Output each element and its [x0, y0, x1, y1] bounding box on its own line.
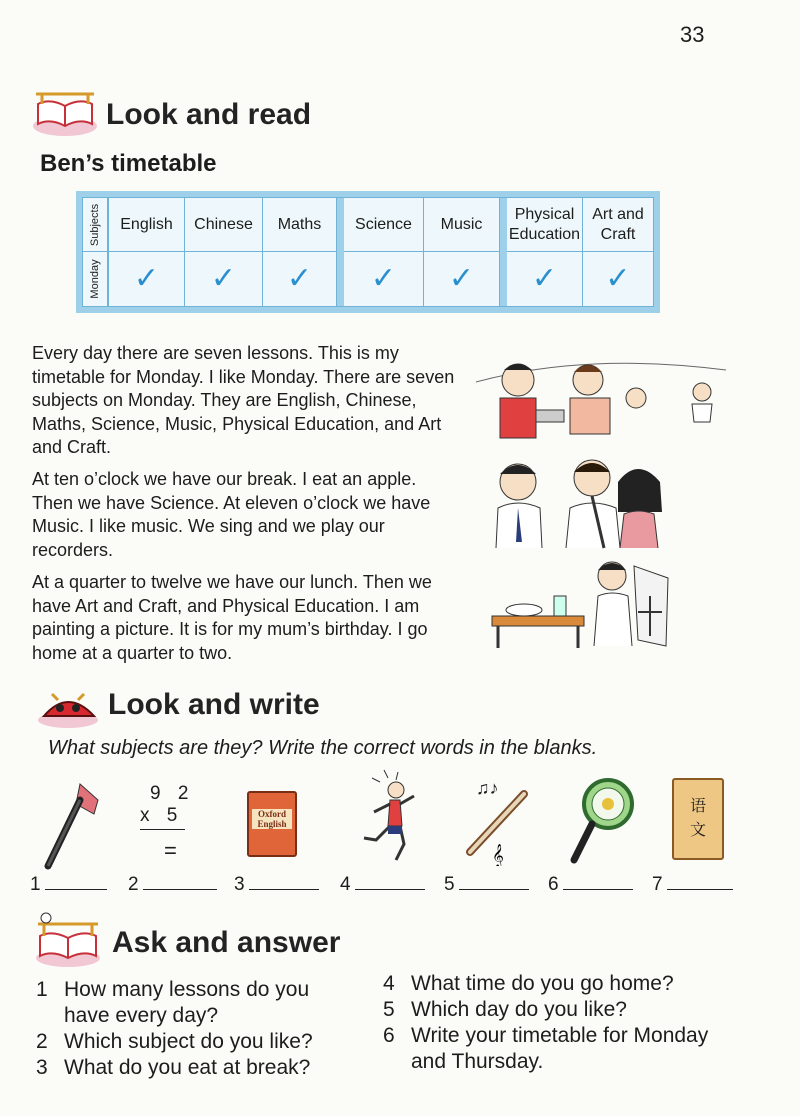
- paintbrush-icon: [36, 774, 116, 874]
- timetable-col-english: [109, 198, 185, 306]
- paragraph-2: At ten o’clock we have our break. I eat an apple. Then we have Science. At eleven o’clock we have Music. I like music. We sing and we play our recorders.: [32, 469, 431, 560]
- section-title-look-and-write: Look and write: [108, 688, 320, 721]
- blank-7[interactable]: 7: [652, 873, 733, 896]
- magnifying-glass-icon: [568, 770, 640, 866]
- row-label-subjects: Subjects: [89, 203, 101, 247]
- question-2: 2 Which subject do you like?: [36, 1030, 313, 1053]
- math-equals: =: [164, 838, 177, 863]
- open-book-icon: [30, 88, 100, 138]
- chinese-book-title: 语 文: [689, 796, 706, 839]
- row-label-monday: Monday: [89, 259, 101, 299]
- music-notes-icon: ♫♪: [476, 778, 499, 798]
- question-3: 3 What do you eat at break?: [36, 1056, 311, 1079]
- english-book-title: Oxford English: [252, 809, 292, 829]
- children-reading-illustration: [466, 352, 736, 452]
- subject-science: Science: [355, 215, 412, 233]
- blank-6[interactable]: 6: [548, 873, 633, 896]
- page-number: 33: [680, 22, 705, 47]
- svg-text:𝄞: 𝄞: [492, 843, 504, 866]
- blank-1[interactable]: 1: [30, 873, 107, 896]
- timetable-col-art-and-craft: [583, 198, 653, 306]
- check-icon: ✓: [531, 262, 558, 295]
- running-boy-icon: [356, 768, 426, 864]
- question-1: 1 How many lessons do you have every day?: [36, 978, 310, 1027]
- question-5: 5 Which day do you like?: [383, 998, 627, 1021]
- recorder-icon: [462, 790, 532, 866]
- children-recorders-illustration: [488, 452, 688, 552]
- check-icon: ✓: [210, 262, 237, 295]
- blank-3[interactable]: 3: [234, 873, 319, 896]
- blank-2[interactable]: 2: [128, 873, 217, 896]
- child-painting-illustration: [488, 556, 678, 652]
- question-4: 4 What time do you go home?: [383, 972, 674, 995]
- timetable-col-music: [424, 198, 500, 306]
- blank-5[interactable]: 5: [444, 873, 529, 896]
- timetable-title: Ben’s timetable: [40, 150, 217, 177]
- paragraph-1: Every day there are seven lessons. This is my timetable for Monday. I like Monday. There are seven subjects on Monday. They are English, Chinese, Maths, Science, Music, Physical Education, and Art and Craft.: [32, 343, 455, 457]
- subject-maths: Maths: [277, 215, 322, 233]
- timetable-col-maths: [263, 198, 337, 306]
- subject-english: English: [120, 215, 173, 233]
- timetable-col-chinese: [185, 198, 263, 306]
- paragraph-3: At a quarter to twelve we have our lunch. Then we have Art and Craft, and Physical Education. I am painting a picture. It is for my mum’s birthday. I go home at a quarter to two.: [32, 572, 432, 663]
- timetable: [76, 191, 660, 313]
- check-icon: ✓: [286, 262, 313, 295]
- section-title-ask-and-answer: Ask and answer: [112, 926, 341, 959]
- math-top-number: 9 2: [150, 783, 195, 804]
- question-6: 6 Write your timetable for Monday and Thursday.: [383, 1024, 709, 1073]
- math-bottom-number: x 5: [140, 805, 185, 830]
- check-icon: ✓: [133, 262, 160, 295]
- subject-chinese: Chinese: [194, 215, 253, 233]
- english-book-icon: [247, 791, 297, 857]
- subject-art-and-craft: Art and Craft: [592, 205, 644, 243]
- timetable-row-labels: [83, 198, 109, 306]
- subject-physical-education: Physical Education: [508, 205, 581, 243]
- ladybird-icon: [34, 686, 102, 730]
- check-icon: ✓: [370, 262, 397, 295]
- check-icon: ✓: [605, 262, 631, 295]
- timetable-col-physical-education: [507, 198, 583, 306]
- blank-4[interactable]: 4: [340, 873, 425, 896]
- check-icon: ✓: [448, 262, 475, 295]
- section-title-look-and-read: Look and read: [106, 98, 312, 131]
- subject-music: Music: [440, 215, 483, 233]
- chinese-book-icon: [672, 778, 724, 860]
- write-instruction: What subjects are they? Write the correct words in the blanks.: [48, 737, 598, 759]
- timetable-col-science: [344, 198, 424, 306]
- open-book-icon: [32, 912, 104, 970]
